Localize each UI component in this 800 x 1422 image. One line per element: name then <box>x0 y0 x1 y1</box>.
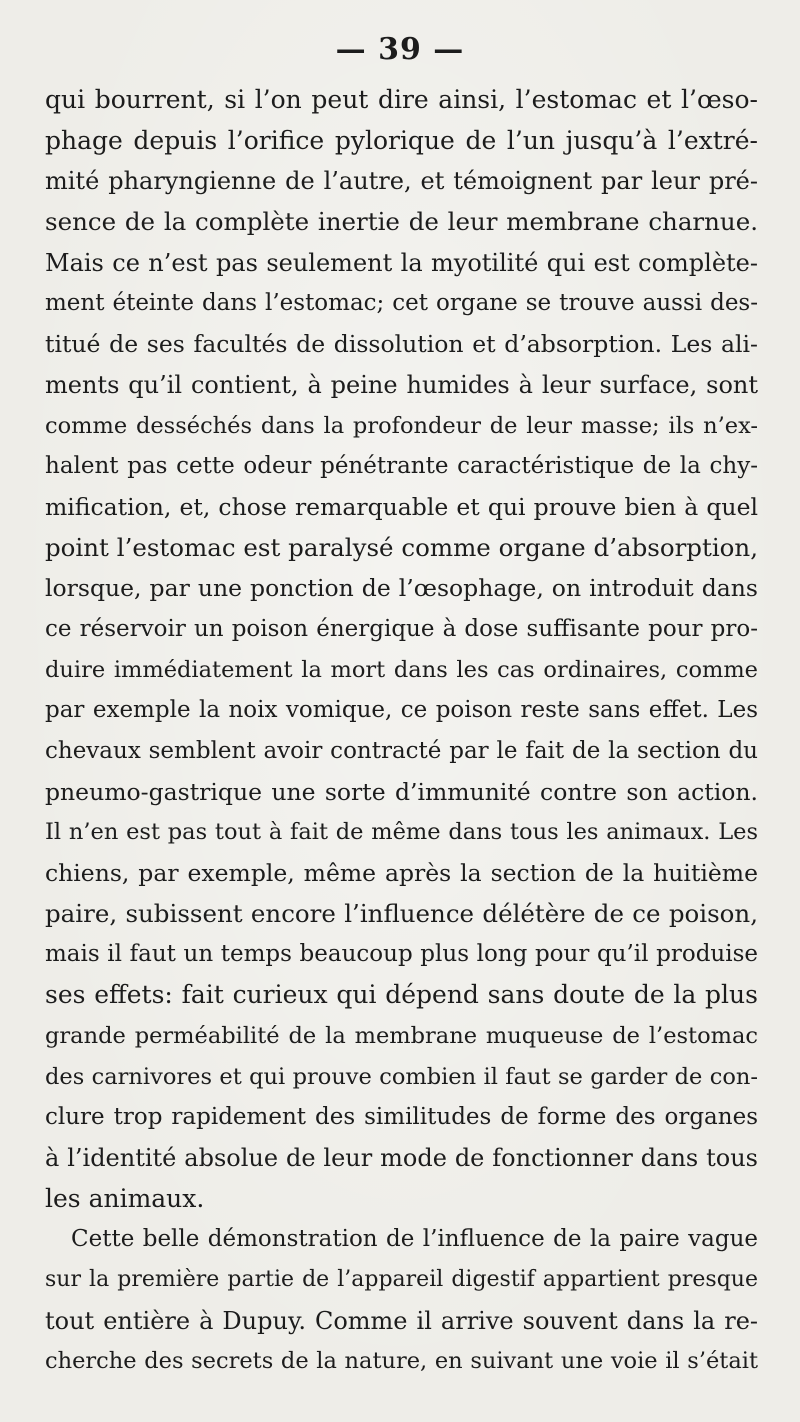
text-line: Mais ce n’est pas seulement la myotilité qui est complète- <box>45 248 758 277</box>
text-line: mité pharyngienne de l’autre, et témoignent par leur pré- <box>45 167 758 196</box>
text-line: titué de ses facultés de dissolution et d’absorption. Les ali- <box>45 330 758 359</box>
text-line: mification, et, chose remarquable et qui prouve bien à quel <box>45 492 758 521</box>
text-line: Il n’en est pas tout à fait de même dans tous les animaux. Les <box>45 819 758 846</box>
text-line: qui bourrent, si l’on peut dire ainsi, l’estomac et l’œso- <box>45 85 758 114</box>
text-line: lorsque, par une ponction de l’œsophage, on introduit dans <box>45 574 758 603</box>
text-line: sur la première partie de l’appareil digestif appartient presque <box>45 1266 758 1292</box>
text-line: ce réservoir un poison énergique à dose suffisante pour pro- <box>45 615 758 642</box>
text-line: chevaux semblent avoir contracté par le fait de la section du <box>45 738 758 764</box>
text-line: duire immédiatement la mort dans les cas ordinaires, comme <box>45 656 758 683</box>
text-line: clure trop rapidement des similitudes de forme des organes <box>45 1104 758 1131</box>
text-line: Cette belle démonstration de l’influence de la paire vague <box>71 1226 758 1253</box>
body-text <box>45 80 758 1382</box>
text-line: par exemple la noix vomique, ce poison reste sans effet. Les <box>45 697 758 724</box>
text-line: ments qu’il contient, à peine humides à leur surface, sont <box>45 370 758 399</box>
page-number: — 39 — <box>335 32 465 67</box>
text-line: halent pas cette odeur pénétrante caractéristique de la chy- <box>45 453 758 480</box>
text-line: à l’identité absolue de leur mode de fonctionner dans tous <box>45 1143 758 1172</box>
text-line: pneumo-gastrique une sorte d’immunité contre son action. <box>45 777 758 806</box>
text-line: les animaux. <box>45 1183 205 1213</box>
text-line: ses effets: fait curieux qui dépend sans doute de la plus <box>45 980 758 1010</box>
text-line: mais il faut un temps beaucoup plus long pour qu’il produise <box>45 941 758 968</box>
text-line: cherche des secrets de la nature, en suivant une voie il s’était <box>45 1348 758 1375</box>
text-line: grande perméabilité de la membrane muqueuse de l’estomac <box>45 1022 758 1049</box>
text-line: tout entière à Dupuy. Comme il arrive souvent dans la re- <box>45 1306 758 1335</box>
text-line: ment éteinte dans l’estomac; cet organe se trouve aussi des- <box>45 290 758 317</box>
text-line: chiens, par exemple, même après la section de la huitième <box>45 859 758 888</box>
text-line: sence de la complète inertie de leur membrane charnue. <box>45 207 758 237</box>
text-line: des carnivores et qui prouve combien il faut se garder de con- <box>45 1063 758 1090</box>
text-line: point l’estomac est paralysé comme organe d’absorption, <box>45 532 758 562</box>
text-line: phage depuis l’orifice pylorique de l’un jusqu’à l’extré- <box>45 125 758 155</box>
text-line: comme desséchés dans la profondeur de leur masse; ils n’ex- <box>45 412 758 439</box>
text-line: paire, subissent encore l’influence délétère de ce poison, <box>45 898 758 928</box>
